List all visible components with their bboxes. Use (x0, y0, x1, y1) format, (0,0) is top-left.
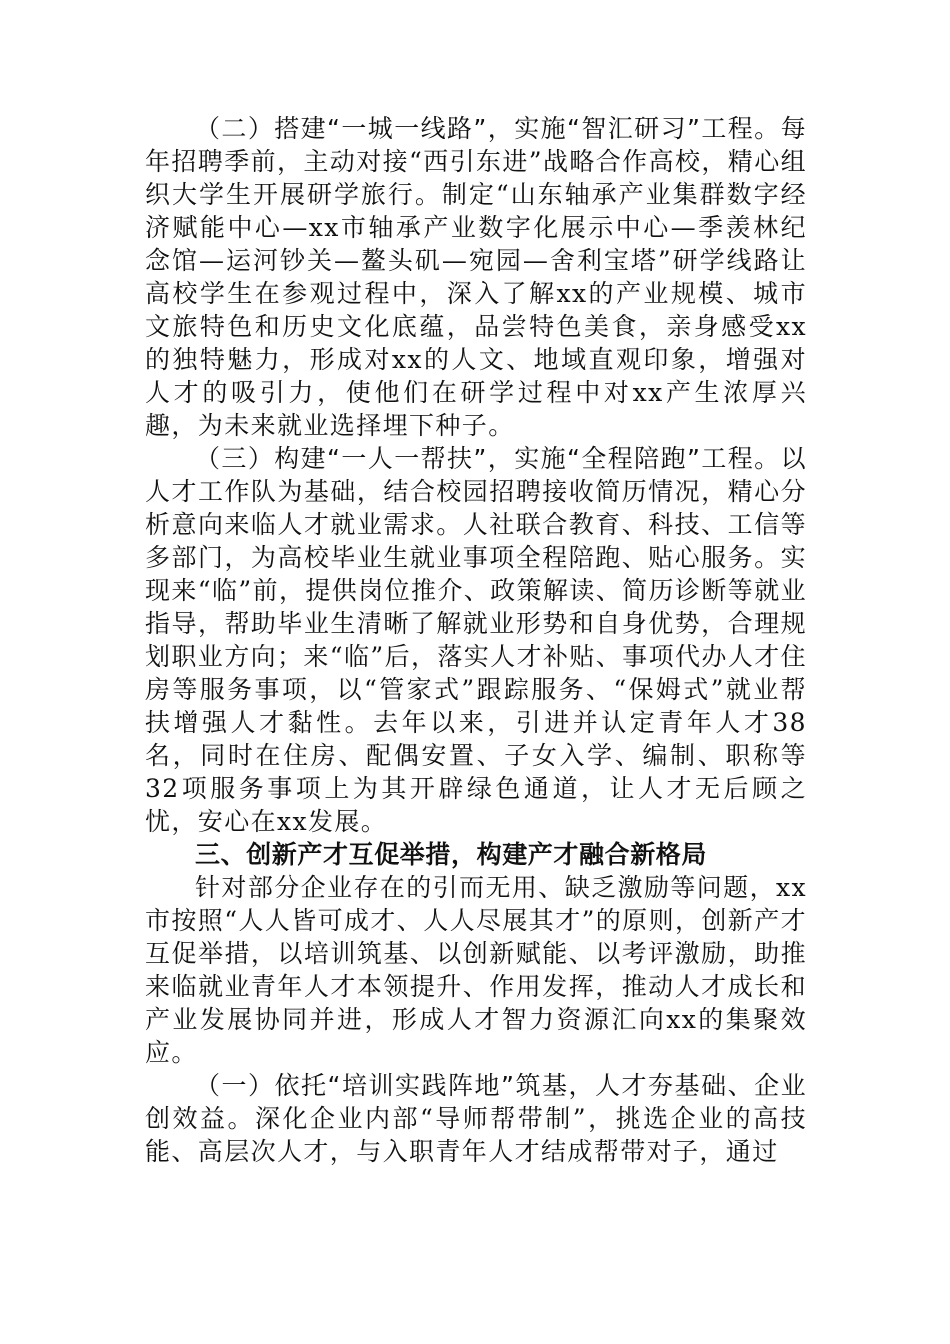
paragraph-body: 以人才工作队为基础，结合校园招聘接收简历情况，精心分析意向来临人才就业需求。人社联合教育、科技、工信等多部门，为高校毕业生就业事项全程陪跑、贴心服务。实现来“临”前，提供岗位推介、政策解读、简历诊断等就业指导，帮助毕业生清晰了解就业形势和自身优势，合理规划职业方向；来“临”后，落实人才补贴、事项代办人才住房等服务事项，以“管家式”跟踪服务、“保姆式”就业帮扶增强人才黏性。去年以来，引进并认定青年人才38名，同时在住房、配偶安置、子女入学、编制、职称等32项服务事项上为其开辟绿色通道，让人才无后顾之忧，安心在xx发展。 (145, 444, 807, 836)
paragraph-recruitment-study-tour (145, 112, 807, 442)
paragraph-full-accompaniment (145, 442, 807, 838)
paragraph-training-base (145, 1069, 807, 1168)
section-heading: 三、创新产才互促举措，构建产才融合新格局 (195, 840, 708, 869)
paragraph-lead: （二）搭建“一城一线路”，实施“智汇研习”工程。 (195, 114, 781, 143)
paragraph-lead: （一）依托“培训实践阵地”筑基，人才夯基础、企业创效益。 (145, 1071, 807, 1133)
document-body (145, 112, 807, 1168)
section-intro-paragraph: 针对部分企业存在的引而无用、缺乏激励等问题，xx市按照“人人皆可成才、人人尽展其才”的原则，创新产才互促举措，以培训筑基、以创新赋能、以考评激励，助推来临就业青年人才本领提升、作用发挥，推动人才成长和产业发展协同并进，形成人才智力资源汇向xx的集聚效应。 (145, 873, 807, 1067)
paragraph-body: 深化企业内部“导师帮带制”，挑选企业的高技能、高层次人才，与入职青年人才结成帮带对子，通过 (145, 1104, 807, 1166)
paragraph-body: 每年招聘季前，主动对接“西引东进”战略合作高校，精心组织大学生开展研学旅行。制定“山东轴承产业集群数字经济赋能中心—xx市轴承产业数字化展示中心—季羡林纪念馆—运河钞关—鳌头矶—宛园—舍利宝塔”研学线路让高校学生在参观过程中，深入了解xx的产业规模、城市文旅特色和历史文化底蕴，品尝特色美食，亲身感受xx的独特魅力，形成对xx的人文、地域直观印象，增强对人才的吸引力，使他们在研学过程中对xx产生浓厚兴趣，为未来就业选择埋下种子。 (145, 114, 807, 440)
paragraph-lead: （三）构建“一人一帮扶”，实施“全程陪跑”工程。 (195, 444, 781, 473)
